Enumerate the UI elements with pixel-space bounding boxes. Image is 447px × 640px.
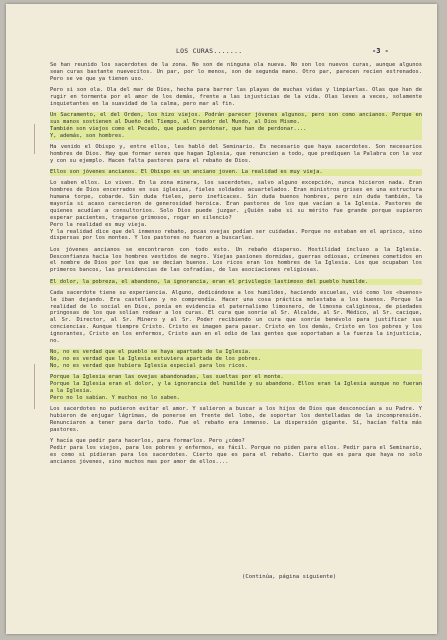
paragraph-highlighted: Porque la Iglesia eran las ovejas abandonadas, las sueltas por el monte. Porque la Iglesia eran el dolor, y la ignorancia del humilde y su abandono. Ellos eran la Iglesia aunque no fueran a la Iglesia. Pero no lo sabían. Y muchos no lo saben.	[50, 374, 422, 402]
margin-mark	[34, 124, 35, 154]
page-number: -3 -	[372, 47, 389, 55]
margin-mark	[34, 364, 35, 409]
paragraph-highlighted: No, no es verdad que el pueblo se haya apartado de la Iglesia. No, no es verdad que la Iglesia estuviera apartada de los pobres. No, no es verdad que hubiera Iglesia especial para los ricos.	[50, 349, 422, 370]
paragraph: Ha venido el Obispo y, entre ellos, les habló del Seminario. Es necesario que haya sacerdotes. Son necesarios hombres de Dios. Hay que formar seres que hagan Iglesia, que renuncien a todo, que prediquen la Palabra con la voz y con su ejemplo. Hacen falta pastores para el rebaño de Dios.	[50, 143, 422, 164]
paragraph: Los sacerdotes no pudieron evitar el amor. Y salieron a buscar a los hijos de Dios que desconocían a su Padre. Y hubieron de enjugar lágrimas, de ponerse en frente del lobo, de soportar los dentelladas de la incomprensión. Renunciaron a tener para darlo todo. Fue el rebaño era inmenso. La dispersión gigante. Sí, hacían falta más pastores.	[50, 406, 422, 433]
continued-note: (Continúa, página siguiente)	[242, 574, 337, 580]
paragraph: Y hacía que pedir para hacerlos, para formarlos. Pero ¿cómo? Pedir para los viejos, para los pobres y enfermos, es fácil. Porque no piden para ellos. Pedir para el Seminario, es como si pidieran para los sacerdotes. Cierto que es para el rebaño. Cierto que es para que haya no solo ancianos jóvenes, sino muchos mas por amor de ellos....	[50, 438, 422, 465]
paragraph-highlighted: Ellos son jóvenes ancianos. El Obispo es un anciano joven. La realidad es muy vieja.	[50, 169, 422, 176]
document-page	[6, 4, 437, 634]
paragraph: Se han reunido los sacerdotes de la zona. No son de ninguna ola nueva. No son los nuevos curas, aunque algunos sean curas bastante nuevecitos. Un par, por lo menos, son de segunda mano. Otro par, parecen recien estrenados. Pero se ve que ya tienen uso.	[50, 62, 422, 82]
paragraph: Cada sacerdote tiene su experiencia. Alguno, dedicándose a los humildes, haciendo escuelas, vió como los «buenos» le iban dejando. Era castellano y no comprendía. Hacer una cosa práctica molestaba a los buenos. Porque la realidad de lo social en Dios, ponía en evidencia el paternalismo limosnero, de limosna caliginosa, de piedades pringosas de los que solían rodear a los curas. El cura que sonríe al Sr. Alcalde, al Sr. Médico, al Sr. cacique, al Sr. Director, al Sr. Minero y al Sr. Poder recibiendo un cura que sonríe benévolo para justificar sus conciencias. Aunque tiempre Cristo. Cristo es imagen para pasar. Cristo en los demás, Cristo en los pobres y los ignorantes, Cristo en los enfermos, Cristo aun en el odio de las gentes que soportaban a la fuerza la injusticia, no.	[50, 289, 422, 345]
paragraph-highlighted: Un Sacramento, el del Orden, los hizo viejos. Podrán parecer jóvenes algunos, pero son como ancianos. Porque en sus manos sostienen al Dueño del Tiempo, al Creador del Mundo, al Dios Mismo. También son viejos como el Pecado, que pueden perdonar, que han de perdonar.... Y, además, son hombres.	[50, 112, 422, 139]
body-text	[50, 62, 422, 470]
document-title: LOS CURAS.......	[176, 47, 243, 55]
paragraph: Pero si son ola. Ola del mar de Dios, hecha para barrer las playas de muchas vidas y limpiarlas. Olas que han de rugir en tormenta por el amor de los demás, frente a las injusticias de la vida. Olas leves a veces, solamente inquietantes en la suavidad de la calma, pero mar al fin.	[50, 87, 422, 107]
paragraph: Lo saben ellos. Lo viven. En la zona minera, los sacerdotes, salvo alguno excepción, nunca hicieron nada. Eran hombres de Dios encerrados en sus iglesias, fieles soldados acuartelados. Eran ministros grises en una estructura humana torpe, cobarde. Sin duda fieles, pero ineficaces. Sin duda buenos hombres, pero sin duda también, la mayoría si acaso carecieron de generosidad heroica. Eran pastores de los que vacían a la Iglesia. Pastores de quienes acudían a consultorios. Solo Dios puede juzgar. ¿Quién sabe si su mérito fue grande porque supieron esperar pacientes, tragarse grimosos, rogar en silencio? Pero la realidad es muy vieja. Y la realidad dice que del inmenso rebaño, pocas ovejas podían ser cuidadas. Porque no estaban en el aprisco, sino dispersas por los montes. Y los pastores no fueron a buscarlas.	[50, 180, 422, 242]
paragraph-highlighted: El dolor, la pobreza, el abandono, la ignorancia, eran el privilegio lastimoso del pueblo humilde.	[50, 279, 422, 286]
paragraph: Los jóvenes ancianos se encontraron con todo esto. Un rebaño disperso. Hostilidad incluso a la Iglesia. Desconfianza hacia los hombres vestidos de negro. Viejas pasiones dormidas, guerras odiosas, crímenes cometidos en el nombre de Dios por los que se decían buenos. Los ricos eran los hombres de la Iglesia. Los que ocupaban los primeros bancos, las presidencias de las cofradías, de las asociaciones religiosas.	[50, 246, 422, 274]
